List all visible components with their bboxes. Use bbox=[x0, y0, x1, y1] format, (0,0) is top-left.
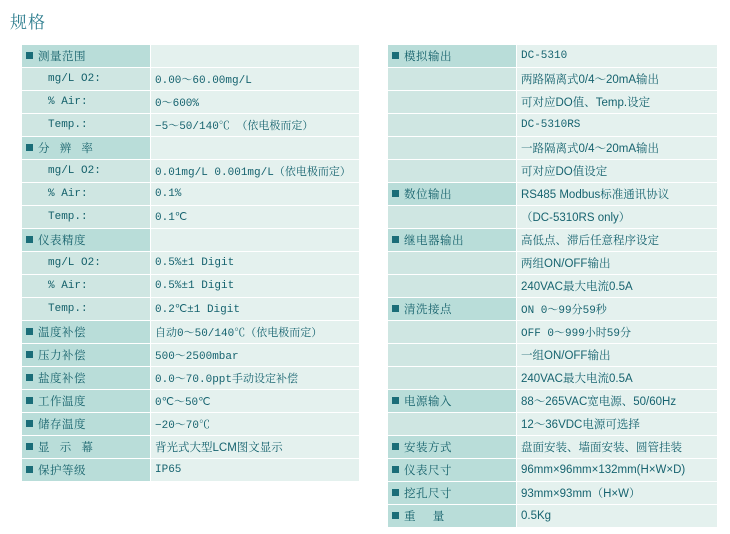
spec-label-text: 仪表精度 bbox=[38, 235, 86, 247]
spec-label-text: 重 量 bbox=[404, 511, 452, 523]
spec-value: 0.2℃±1 Digit bbox=[151, 298, 360, 321]
spec-label-text: 仪表尺寸 bbox=[404, 465, 452, 477]
spec-value: 500～2500mbar bbox=[151, 344, 360, 367]
square-bullet-icon bbox=[392, 236, 399, 243]
spec-value: 可对应DO值、Temp.设定 bbox=[517, 91, 718, 114]
spec-label-text: 温度补偿 bbox=[38, 327, 86, 339]
table-row bbox=[22, 275, 360, 298]
spec-label-empty bbox=[388, 413, 517, 436]
spec-value: 自动0～50/140℃（依电极而定） bbox=[151, 321, 360, 344]
square-bullet-icon bbox=[26, 144, 33, 151]
spec-value: 12～36VDC电源可选择 bbox=[517, 413, 718, 436]
table-row bbox=[22, 390, 360, 413]
spec-label bbox=[388, 459, 517, 482]
table-row bbox=[22, 459, 360, 482]
table-row bbox=[388, 298, 718, 321]
table-row bbox=[388, 505, 718, 528]
spec-label-text: 挖孔尺寸 bbox=[404, 488, 452, 500]
spec-value: 可对应DO值设定 bbox=[517, 160, 718, 183]
square-bullet-icon bbox=[392, 305, 399, 312]
spec-value: 两路隔离式0/4～20mA输出 bbox=[517, 68, 718, 91]
spec-label bbox=[388, 229, 517, 252]
spec-label-empty bbox=[388, 252, 517, 275]
table-row bbox=[388, 436, 718, 459]
spec-sublabel: Temp.: bbox=[22, 298, 151, 321]
spec-label-text: 模拟输出 bbox=[404, 51, 452, 63]
table-row bbox=[22, 298, 360, 321]
square-bullet-icon bbox=[392, 190, 399, 197]
table-row bbox=[388, 321, 718, 344]
table-row bbox=[388, 229, 718, 252]
table-row bbox=[22, 436, 360, 459]
spec-value bbox=[151, 45, 360, 68]
spec-label-empty bbox=[388, 275, 517, 298]
square-bullet-icon bbox=[392, 443, 399, 450]
spec-value: 高低点、滞后任意程序设定 bbox=[517, 229, 718, 252]
spec-value: 0.1% bbox=[151, 183, 360, 206]
table-row bbox=[388, 91, 718, 114]
square-bullet-icon bbox=[392, 466, 399, 473]
spec-value: −20～70℃ bbox=[151, 413, 360, 436]
spec-value: DC-5310 bbox=[517, 45, 718, 68]
right-spec-body bbox=[388, 45, 718, 528]
spec-label-text: 测量范围 bbox=[38, 51, 86, 63]
spec-value: RS485 Modbus标准通讯协议 bbox=[517, 183, 718, 206]
table-row bbox=[22, 252, 360, 275]
spec-label bbox=[22, 344, 151, 367]
spec-label-empty bbox=[388, 91, 517, 114]
square-bullet-icon bbox=[26, 397, 33, 404]
table-row bbox=[388, 114, 718, 137]
spec-value bbox=[151, 137, 360, 160]
spec-label-empty bbox=[388, 137, 517, 160]
page-title: 规格 bbox=[10, 13, 46, 32]
spec-label bbox=[388, 482, 517, 505]
spec-sublabel: Temp.: bbox=[22, 114, 151, 137]
spec-value: −5～50/140℃ （依电极而定） bbox=[151, 114, 360, 137]
table-row bbox=[22, 114, 360, 137]
spec-label-text: 盐度补偿 bbox=[38, 373, 86, 385]
spec-value: 0.0～70.0ppt手动设定补偿 bbox=[151, 367, 360, 390]
table-row bbox=[22, 206, 360, 229]
spec-value: 0～600% bbox=[151, 91, 360, 114]
spec-value: 背光式大型LCM图文显示 bbox=[151, 436, 360, 459]
spec-label bbox=[22, 436, 151, 459]
table-row bbox=[22, 229, 360, 252]
table-row bbox=[22, 45, 360, 68]
spec-label bbox=[22, 459, 151, 482]
square-bullet-icon bbox=[26, 351, 33, 358]
table-row bbox=[388, 45, 718, 68]
square-bullet-icon bbox=[26, 328, 33, 335]
table-row bbox=[22, 344, 360, 367]
spec-label bbox=[22, 321, 151, 344]
table-row bbox=[388, 390, 718, 413]
square-bullet-icon bbox=[26, 466, 33, 473]
spec-label-text: 储存温度 bbox=[38, 419, 86, 431]
spec-value: 0.1℃ bbox=[151, 206, 360, 229]
spec-label bbox=[388, 505, 517, 528]
table-row bbox=[388, 275, 718, 298]
spec-label-text: 分 辨 率 bbox=[38, 143, 97, 155]
spec-label bbox=[22, 45, 151, 68]
table-row bbox=[388, 137, 718, 160]
spec-value: OFF 0～999小时59分 bbox=[517, 321, 718, 344]
spec-label-empty bbox=[388, 367, 517, 390]
table-row bbox=[388, 413, 718, 436]
spec-value: 240VAC最大电流0.5A bbox=[517, 367, 718, 390]
table-row bbox=[388, 459, 718, 482]
spec-label bbox=[22, 413, 151, 436]
square-bullet-icon bbox=[26, 236, 33, 243]
spec-sublabel: % Air: bbox=[22, 91, 151, 114]
spec-value: IP65 bbox=[151, 459, 360, 482]
spec-label-empty bbox=[388, 160, 517, 183]
square-bullet-icon bbox=[26, 52, 33, 59]
right-spec-table bbox=[388, 45, 718, 528]
spec-label-text: 压力补偿 bbox=[38, 350, 86, 362]
spec-label bbox=[22, 390, 151, 413]
spec-label bbox=[22, 137, 151, 160]
spec-value: 盘面安装、墙面安装、圆管挂装 bbox=[517, 436, 718, 459]
spec-sublabel: % Air: bbox=[22, 275, 151, 298]
table-row bbox=[388, 68, 718, 91]
table-row bbox=[22, 137, 360, 160]
table-row bbox=[22, 321, 360, 344]
spec-label bbox=[22, 367, 151, 390]
table-row bbox=[388, 206, 718, 229]
spec-sublabel: mg/L O2: bbox=[22, 68, 151, 91]
spec-value: 96mm×96mm×132mm(H×W×D) bbox=[517, 459, 718, 482]
spec-label-text: 数位输出 bbox=[404, 189, 452, 201]
spec-value: 0.5%±1 Digit bbox=[151, 275, 360, 298]
left-spec-table bbox=[22, 45, 360, 482]
spec-value: 0.01mg/L 0.001mg/L（依电极而定） bbox=[151, 160, 360, 183]
table-row bbox=[22, 413, 360, 436]
spec-value: ON 0～99分59秒 bbox=[517, 298, 718, 321]
square-bullet-icon bbox=[392, 489, 399, 496]
spec-label-text: 继电器输出 bbox=[404, 235, 464, 247]
table-row bbox=[22, 367, 360, 390]
table-row bbox=[22, 91, 360, 114]
square-bullet-icon bbox=[392, 512, 399, 519]
spec-value: 一路隔离式0/4～20mA输出 bbox=[517, 137, 718, 160]
spec-label bbox=[388, 390, 517, 413]
spec-sublabel: Temp.: bbox=[22, 206, 151, 229]
spec-value: DC-5310RS bbox=[517, 114, 718, 137]
spec-label bbox=[388, 45, 517, 68]
spec-label bbox=[388, 436, 517, 459]
table-row bbox=[388, 367, 718, 390]
spec-sublabel: % Air: bbox=[22, 183, 151, 206]
spec-label-text: 电源输入 bbox=[404, 396, 452, 408]
table-row bbox=[388, 183, 718, 206]
left-spec-column bbox=[22, 45, 360, 482]
spec-value: 88～265VAC宽电源、50/60Hz bbox=[517, 390, 718, 413]
right-spec-column bbox=[388, 45, 718, 528]
spec-value bbox=[151, 229, 360, 252]
spec-value: 0℃～50℃ bbox=[151, 390, 360, 413]
spec-sublabel: mg/L O2: bbox=[22, 252, 151, 275]
table-row bbox=[388, 344, 718, 367]
spec-label-empty bbox=[388, 206, 517, 229]
table-row bbox=[22, 183, 360, 206]
table-row bbox=[388, 160, 718, 183]
spec-label-text: 清洗接点 bbox=[404, 304, 452, 316]
spec-label-text: 保护等级 bbox=[38, 465, 86, 477]
spec-label-empty bbox=[388, 321, 517, 344]
spec-label-empty bbox=[388, 114, 517, 137]
square-bullet-icon bbox=[26, 374, 33, 381]
square-bullet-icon bbox=[392, 52, 399, 59]
square-bullet-icon bbox=[26, 420, 33, 427]
spec-label-text: 工作温度 bbox=[38, 396, 86, 408]
spec-value: 两组ON/OFF输出 bbox=[517, 252, 718, 275]
spec-label-text: 安装方式 bbox=[404, 442, 452, 454]
spec-label bbox=[22, 229, 151, 252]
spec-value: 0.5%±1 Digit bbox=[151, 252, 360, 275]
spec-sublabel: mg/L O2: bbox=[22, 160, 151, 183]
spec-value: 0.5Kg bbox=[517, 505, 718, 528]
table-row bbox=[22, 68, 360, 91]
spec-value: （DC-5310RS only） bbox=[517, 206, 718, 229]
table-row bbox=[388, 252, 718, 275]
table-row bbox=[388, 482, 718, 505]
left-spec-body bbox=[22, 45, 360, 482]
spec-label-empty bbox=[388, 344, 517, 367]
spec-value: 93mm×93mm（H×W） bbox=[517, 482, 718, 505]
spec-label bbox=[388, 183, 517, 206]
spec-label-text: 显 示 幕 bbox=[38, 442, 97, 454]
square-bullet-icon bbox=[26, 443, 33, 450]
table-row bbox=[22, 160, 360, 183]
spec-value: 0.00～60.00mg/L bbox=[151, 68, 360, 91]
square-bullet-icon bbox=[392, 397, 399, 404]
spec-label bbox=[388, 298, 517, 321]
spec-value: 240VAC最大电流0.5A bbox=[517, 275, 718, 298]
spec-value: 一组ON/OFF输出 bbox=[517, 344, 718, 367]
spec-label-empty bbox=[388, 68, 517, 91]
